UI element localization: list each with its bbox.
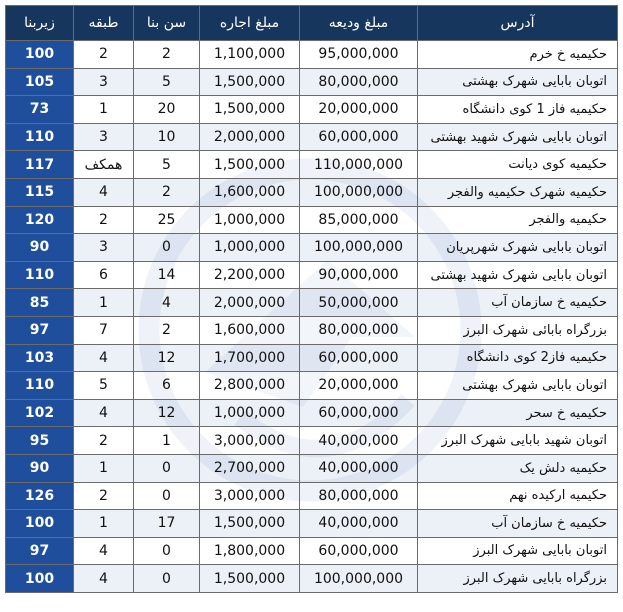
rent-cell: 1,500,000: [200, 68, 300, 96]
table-row: [6, 454, 618, 482]
rent-cell: 3,000,000: [200, 427, 300, 455]
floor-cell: 2: [74, 482, 134, 510]
address-cell: اتوبان بابایی شهرک شهید بهشتی: [418, 261, 618, 289]
floor-cell: 2: [74, 206, 134, 234]
area-cell: 103: [6, 344, 74, 372]
rent-cell: 1,000,000: [200, 206, 300, 234]
deposit-cell: 40,000,000: [300, 454, 418, 482]
address-cell: حکیمیه خ سازمان آب: [418, 510, 618, 538]
table-row: [6, 68, 618, 96]
building-age-cell: 5: [134, 68, 200, 96]
rent-cell: 2,000,000: [200, 289, 300, 317]
address-cell: اتوبان شهید بابایی شهرک البرز: [418, 427, 618, 455]
rent-cell: 1,000,000: [200, 399, 300, 427]
table-row: [6, 537, 618, 565]
area-cell: 97: [6, 537, 74, 565]
table-row: [6, 289, 618, 317]
rent-cell: 2,000,000: [200, 123, 300, 151]
deposit-cell: 80,000,000: [300, 68, 418, 96]
table-row: [6, 399, 618, 427]
area-cell: 90: [6, 234, 74, 262]
table-row: [6, 41, 618, 69]
area-cell: 100: [6, 510, 74, 538]
floor-cell: 7: [74, 316, 134, 344]
building-age-cell: 10: [134, 123, 200, 151]
address-cell: حکیمیه خ سحر: [418, 399, 618, 427]
building-age-cell: 14: [134, 261, 200, 289]
rent-cell: 1,500,000: [200, 96, 300, 124]
header-deposit: مبلغ ودیعه: [300, 6, 418, 41]
floor-cell: 4: [74, 399, 134, 427]
area-cell: 105: [6, 68, 74, 96]
rent-cell: 2,200,000: [200, 261, 300, 289]
table-row: [6, 261, 618, 289]
building-age-cell: 20: [134, 96, 200, 124]
rent-cell: 1,600,000: [200, 316, 300, 344]
deposit-cell: 100,000,000: [300, 234, 418, 262]
address-cell: حکیمیه دلش یک: [418, 454, 618, 482]
area-cell: 97: [6, 316, 74, 344]
rent-cell: 1,800,000: [200, 537, 300, 565]
rental-listings-table: [5, 5, 618, 593]
deposit-cell: 60,000,000: [300, 344, 418, 372]
floor-cell: 1: [74, 289, 134, 317]
floor-cell: 2: [74, 427, 134, 455]
rent-cell: 2,800,000: [200, 372, 300, 400]
address-cell: حکیمیه والفجر: [418, 206, 618, 234]
floor-cell: همکف: [74, 151, 134, 179]
header-floor: طبقه: [74, 6, 134, 41]
table-row: [6, 178, 618, 206]
deposit-cell: 95,000,000: [300, 41, 418, 69]
area-cell: 85: [6, 289, 74, 317]
deposit-cell: 40,000,000: [300, 427, 418, 455]
table-row: [6, 427, 618, 455]
area-cell: 126: [6, 482, 74, 510]
building-age-cell: 2: [134, 41, 200, 69]
area-cell: 90: [6, 454, 74, 482]
deposit-cell: 100,000,000: [300, 178, 418, 206]
building-age-cell: 12: [134, 399, 200, 427]
address-cell: حکیمیه کوی دیانت: [418, 151, 618, 179]
header-area: زیربنا: [6, 6, 74, 41]
deposit-cell: 80,000,000: [300, 482, 418, 510]
table-row: [6, 206, 618, 234]
area-cell: 73: [6, 96, 74, 124]
building-age-cell: 2: [134, 316, 200, 344]
header-address: آدرس: [418, 6, 618, 41]
building-age-cell: 25: [134, 206, 200, 234]
building-age-cell: 4: [134, 289, 200, 317]
rent-cell: 1,000,000: [200, 234, 300, 262]
floor-cell: 1: [74, 96, 134, 124]
floor-cell: 3: [74, 68, 134, 96]
area-cell: 117: [6, 151, 74, 179]
area-cell: 100: [6, 565, 74, 593]
address-cell: اتوبان بابایی شهرک شهرپریان: [418, 234, 618, 262]
building-age-cell: 2: [134, 178, 200, 206]
rent-cell: 2,700,000: [200, 454, 300, 482]
rent-cell: 1,100,000: [200, 41, 300, 69]
address-cell: اتوبان بابایی شهرک بهشتی: [418, 372, 618, 400]
floor-cell: 1: [74, 510, 134, 538]
address-cell: بزرگراه بابایی شهرک البرز: [418, 565, 618, 593]
deposit-cell: 40,000,000: [300, 510, 418, 538]
floor-cell: 2: [74, 41, 134, 69]
address-cell: حکیمیه فاز2 کوی دانشگاه: [418, 344, 618, 372]
table-header-row: [6, 6, 618, 41]
floor-cell: 5: [74, 372, 134, 400]
rent-cell: 1,500,000: [200, 510, 300, 538]
deposit-cell: 90,000,000: [300, 261, 418, 289]
address-cell: بزرگراه بابائی شهرک البرز: [418, 316, 618, 344]
deposit-cell: 85,000,000: [300, 206, 418, 234]
area-cell: 110: [6, 372, 74, 400]
deposit-cell: 20,000,000: [300, 372, 418, 400]
address-cell: حکیمیه ارکیده نهم: [418, 482, 618, 510]
floor-cell: 4: [74, 537, 134, 565]
area-cell: 120: [6, 206, 74, 234]
header-rent: مبلغ اجاره: [200, 6, 300, 41]
area-cell: 100: [6, 41, 74, 69]
building-age-cell: 0: [134, 454, 200, 482]
table-row: [6, 344, 618, 372]
floor-cell: 3: [74, 234, 134, 262]
table-row: [6, 123, 618, 151]
table-row: [6, 510, 618, 538]
deposit-cell: 80,000,000: [300, 316, 418, 344]
address-cell: اتوبان بابایی شهرک البرز: [418, 537, 618, 565]
floor-cell: 4: [74, 178, 134, 206]
table-row: [6, 151, 618, 179]
building-age-cell: 6: [134, 372, 200, 400]
table-row: [6, 372, 618, 400]
deposit-cell: 60,000,000: [300, 123, 418, 151]
floor-cell: 4: [74, 344, 134, 372]
deposit-cell: 60,000,000: [300, 399, 418, 427]
rent-cell: 1,700,000: [200, 344, 300, 372]
floor-cell: 3: [74, 123, 134, 151]
address-cell: اتوبان بابایی شهرک شهید بهشتی: [418, 123, 618, 151]
area-cell: 102: [6, 399, 74, 427]
floor-cell: 4: [74, 565, 134, 593]
table-row: [6, 96, 618, 124]
address-cell: حکیمیه خ سازمان آب: [418, 289, 618, 317]
building-age-cell: 17: [134, 510, 200, 538]
building-age-cell: 0: [134, 482, 200, 510]
building-age-cell: 1: [134, 427, 200, 455]
deposit-cell: 60,000,000: [300, 537, 418, 565]
building-age-cell: 5: [134, 151, 200, 179]
rent-cell: 3,000,000: [200, 482, 300, 510]
building-age-cell: 0: [134, 537, 200, 565]
building-age-cell: 0: [134, 234, 200, 262]
floor-cell: 1: [74, 454, 134, 482]
address-cell: حکیمیه شهرک حکیمیه والفجر: [418, 178, 618, 206]
area-cell: 95: [6, 427, 74, 455]
building-age-cell: 12: [134, 344, 200, 372]
rent-cell: 1,500,000: [200, 565, 300, 593]
rent-cell: 1,600,000: [200, 178, 300, 206]
area-cell: 115: [6, 178, 74, 206]
table-row: [6, 565, 618, 593]
header-building-age: سن بنا: [134, 6, 200, 41]
table-row: [6, 234, 618, 262]
deposit-cell: 100,000,000: [300, 565, 418, 593]
area-cell: 110: [6, 261, 74, 289]
area-cell: 110: [6, 123, 74, 151]
deposit-cell: 110,000,000: [300, 151, 418, 179]
building-age-cell: 0: [134, 565, 200, 593]
deposit-cell: 20,000,000: [300, 96, 418, 124]
address-cell: حکیمیه خ خرم: [418, 41, 618, 69]
address-cell: اتوبان بابایی شهرک بهشتی: [418, 68, 618, 96]
listing-table-container: [5, 5, 617, 606]
deposit-cell: 50,000,000: [300, 289, 418, 317]
table-row: [6, 482, 618, 510]
rent-cell: 1,500,000: [200, 151, 300, 179]
address-cell: حکیمیه فاز 1 کوی دانشگاه: [418, 96, 618, 124]
floor-cell: 6: [74, 261, 134, 289]
table-row: [6, 316, 618, 344]
